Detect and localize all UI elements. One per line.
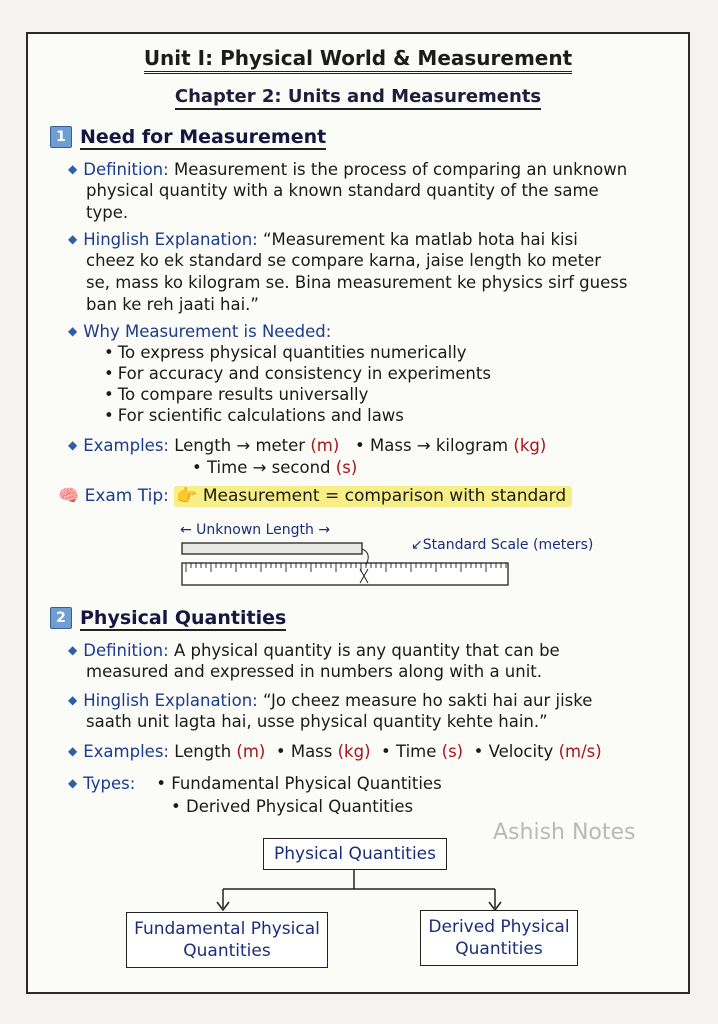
s2-definition-line-2: measured and expressed in numbers along with a unit. [86, 662, 543, 681]
chapter-subtitle: Chapter 2: Units and Measurements [28, 86, 688, 107]
s1-hinglish-line-2: cheez ko ek standard se compare karna, jaise length ko meter [86, 251, 602, 270]
s1-definition-line-3: type. [86, 203, 129, 222]
numbered-square-icon: 1 [50, 126, 72, 148]
diamond-bullet-icon: ◆ [68, 776, 78, 790]
s1-definition-line-2: physical quantity with a known standard quantity of the same [86, 181, 599, 200]
s1-examples-line-2: • Time → second (s) [192, 458, 358, 477]
numbered-square-icon: 2 [50, 607, 72, 629]
diamond-bullet-icon: ◆ [68, 744, 78, 758]
watermark: Ashish Notes [493, 820, 636, 845]
diagram-root-box: Physical Quantities [263, 838, 447, 870]
diamond-bullet-icon: ◆ [68, 232, 78, 246]
s2-types-line-1: ◆ Types: • Fundamental Physical Quantities [68, 774, 442, 793]
page-title: Unit I: Physical World & Measurement [28, 46, 688, 70]
s1-hinglish-line-3: se, mass ko kilogram se. Bina measurement ke physics sirf guess [86, 273, 628, 292]
list-item: • For scientific calculations and laws [104, 406, 404, 425]
s1-hinglish-line-1: ◆ Hinglish Explanation: “Measurement ka matlab hota hai kisi [68, 230, 578, 249]
s1-why-heading: ◆ Why Measurement is Needed: [68, 322, 332, 341]
standard-scale-label: ↙Standard Scale (meters) [411, 537, 594, 553]
s2-types-line-2: • Derived Physical Quantities [171, 797, 414, 816]
diagram-left-box: Fundamental Physical Quantities [126, 912, 328, 968]
curved-arrow-icon: ↙ [411, 537, 423, 553]
list-item: • To compare results universally [104, 385, 369, 404]
diamond-bullet-icon: ◆ [68, 324, 78, 338]
list-item: • To express physical quantities numerically [104, 343, 467, 362]
diamond-bullet-icon: ◆ [68, 693, 78, 707]
diamond-bullet-icon: ◆ [68, 438, 78, 452]
s1-hinglish-line-4: ban ke reh jaati hai.” [86, 295, 259, 314]
exam-tip: 🧠 Exam Tip: 👉 Measurement = comparison with standard [58, 485, 572, 507]
s2-definition-line-1: ◆ Definition: A physical quantity is any quantity that can be [68, 641, 560, 660]
s1-definition-line-1: ◆ Definition: Measurement is the process of comparing an unknown [68, 160, 628, 179]
brain-icon: 🧠 [58, 486, 80, 506]
unknown-length-label: ← Unknown Length → [180, 522, 331, 538]
list-item: • For accuracy and consistency in experiments [104, 364, 491, 383]
s1-examples-line-1: ◆ Examples: Length → meter (m) • Mass → kilogram (kg) [68, 436, 547, 455]
section2-heading: 2 Physical Quantities [50, 607, 286, 629]
diamond-bullet-icon: ◆ [68, 162, 78, 176]
s2-examples-line: ◆ Examples: Length (m) • Mass (kg) • Time (s) • Velocity (m/s) [68, 742, 602, 761]
s2-hinglish-line-1: ◆ Hinglish Explanation: “Jo cheez measure ho sakti hai aur jiske [68, 691, 593, 710]
section1-heading: 1 Need for Measurement [50, 126, 326, 148]
diagram-right-box: Derived Physical Quantities [420, 910, 578, 966]
diamond-bullet-icon: ◆ [68, 643, 78, 657]
notes-page [26, 32, 690, 994]
pointing-hand-icon: 👉 [176, 486, 198, 506]
s2-hinglish-line-2: saath unit lagta hai, usse physical quantity kehte hain.” [86, 712, 548, 731]
